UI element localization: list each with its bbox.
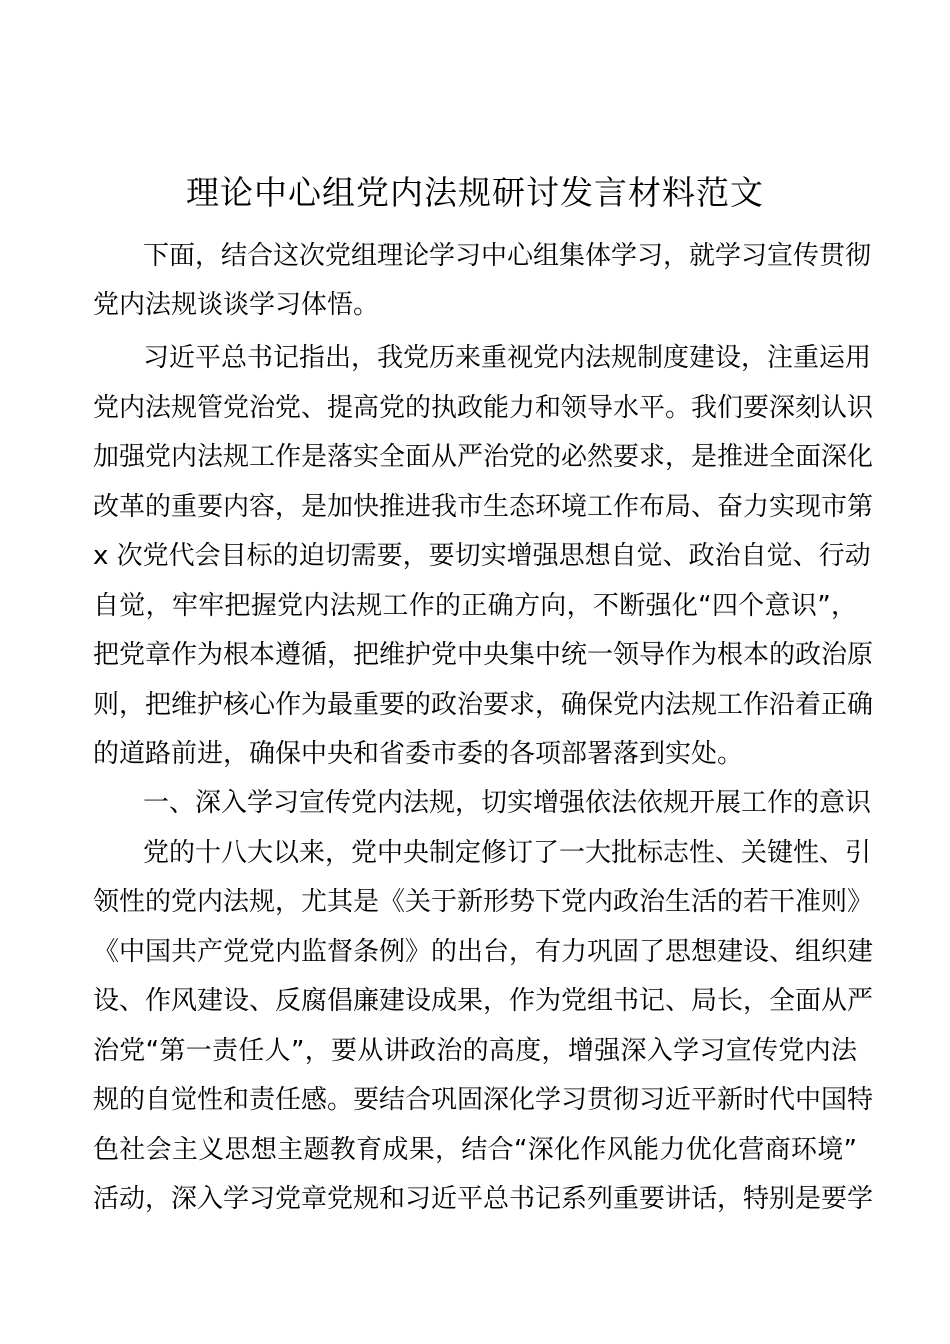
paragraph-line-4: 党内法规管党治党、提高党的执政能力和领导水平。我们要深刻认识 <box>93 393 874 423</box>
paragraph-line-7: x 次党代会目标的迫切需要，要切实增强思想自觉、政治自觉、行动 <box>93 541 871 571</box>
paragraph-line-20: 活动，深入学习党章党规和习近平总书记系列重要讲话，特别是要学 <box>93 1184 874 1214</box>
paragraph-line-14: 领性的党内法规，尤其是《关于新形势下党内政治生活的若干准则》 <box>93 887 874 917</box>
paragraph-line-5: 加强党内法规工作是落实全面从严治党的必然要求，是推进全面深化 <box>93 442 874 472</box>
paragraph-line-19: 色社会主义思想主题教育成果，结合“深化作风能力优化营商环境” <box>93 1135 857 1165</box>
paragraph-line-13: 党的十八大以来，党中央制定修订了一大批标志性、关键性、引 <box>143 838 872 868</box>
paragraph-line-16: 设、作风建设、反腐倡廉建设成果，作为党组书记、局长，全面从严 <box>93 986 874 1016</box>
document-title: 理论中心组党内法规研讨发言材料范文 <box>186 173 764 212</box>
paragraph-line-3: 习近平总书记指出，我党历来重视党内法规制度建设，注重运用 <box>143 343 872 373</box>
paragraph-line-6: 改革的重要内容，是加快推进我市生态环境工作布局、奋力实现市第 <box>93 492 874 522</box>
paragraph-line-15: 《中国共产党党内监督条例》的出台，有力巩固了思想建设、组织建 <box>93 937 874 967</box>
section-heading-1: 一、深入学习宣传党内法规，切实增强依法依规开展工作的意识 <box>143 788 872 818</box>
paragraph-line-2: 党内法规谈谈学习体悟。 <box>93 290 380 320</box>
paragraph-line-11: 的道路前进，确保中央和省委市委的各项部署落到实处。 <box>93 739 744 769</box>
paragraph-line-1: 下面，结合这次党组理论学习中心组集体学习，就学习宣传贯彻 <box>143 241 872 271</box>
paragraph-line-10: 则，把维护核心作为最重要的政治要求，确保党内法规工作沿着正确 <box>93 690 874 720</box>
paragraph-line-17: 治党“第一责任人”，要从讲政治的高度，增强深入学习宣传党内法 <box>93 1036 857 1066</box>
paragraph-line-18: 规的自觉性和责任感。要结合巩固深化学习贯彻习近平新时代中国特 <box>93 1085 874 1115</box>
paragraph-line-9: 把党章作为根本遵循，把维护党中央集中统一领导作为根本的政治原 <box>93 640 874 670</box>
paragraph-line-8: 自觉，牢牢把握党内法规工作的正确方向，不断强化“四个意识”， <box>93 591 857 621</box>
